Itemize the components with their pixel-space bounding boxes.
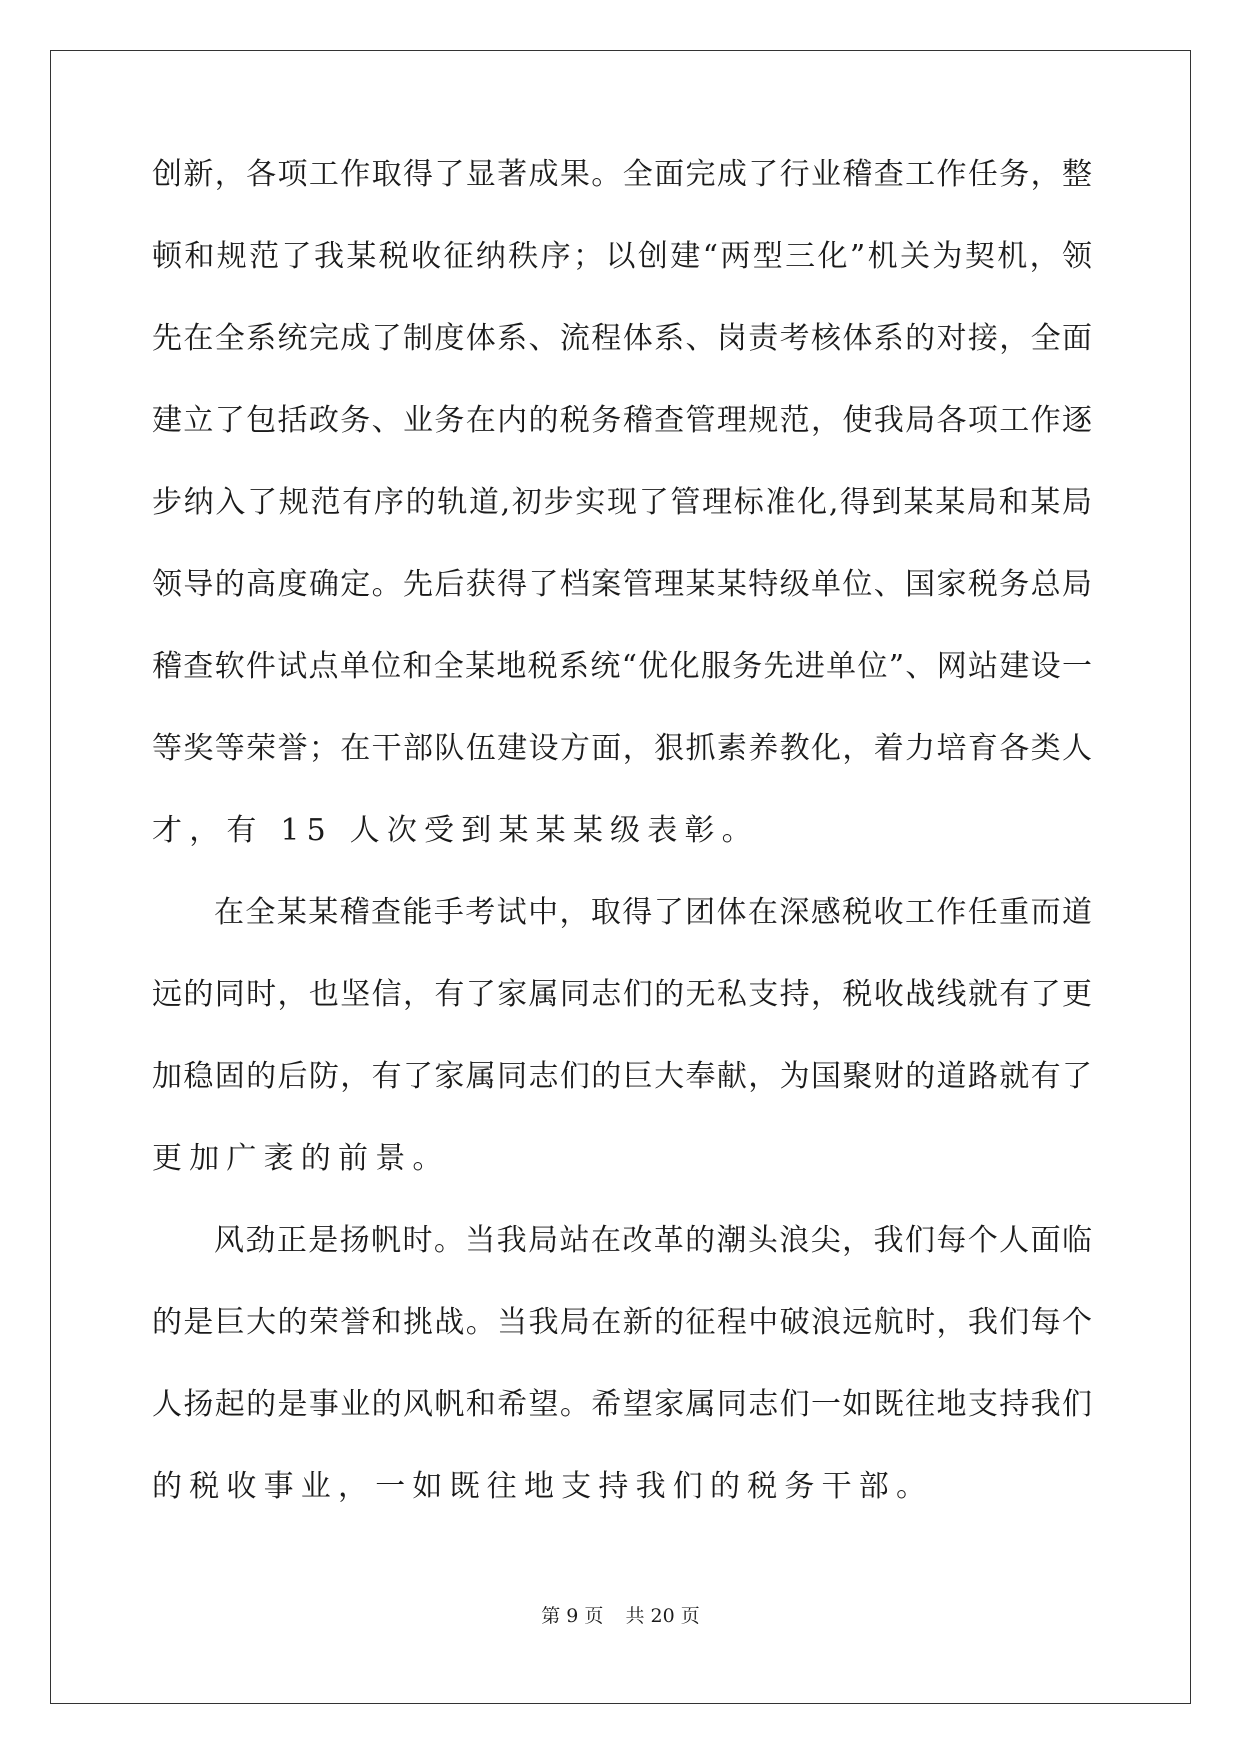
page-total: 共 20 页 <box>625 1605 700 1627</box>
text-line: 稽查软件试点单位和全某地税系统“优化服务先进单位”、网站建设一 <box>152 649 1092 684</box>
text-line: 在全某某稽查能手考试中，取得了团体在深感税收工作任重而道 <box>214 895 1092 930</box>
text-line: 顿和规范了我某税收征纳秩序；以创建“两型三化”机关为契机，领 <box>152 239 1092 274</box>
text-line: 等奖等荣誉；在干部队伍建设方面，狠抓素养教化，着力培育各类人 <box>152 731 1092 766</box>
document-body <box>152 157 1092 1554</box>
text-line: 加稳固的后防，有了家属同志们的巨大奉献，为国聚财的道路就有了 <box>152 1059 1092 1094</box>
page-number: 第 9 页 <box>541 1605 604 1627</box>
paragraph-2 <box>152 895 1092 1226</box>
text-line: 人扬起的是事业的风帆和希望。希望家属同志们一如既往地支持我们 <box>152 1387 1092 1422</box>
text-line: 才，有 15 人次受到某某某级表彰。 <box>152 813 759 848</box>
paragraph-1 <box>152 157 1092 898</box>
text-line: 更加广袤的前景。 <box>152 1141 450 1176</box>
text-line: 创新，各项工作取得了显著成果。全面完成了行业稽查工作任务，整 <box>152 157 1092 192</box>
text-line: 先在全系统完成了制度体系、流程体系、岗责考核体系的对接，全面 <box>152 321 1092 356</box>
paragraph-3 <box>152 1223 1092 1554</box>
text-line: 远的同时，也坚信，有了家属同志们的无私支持，税收战线就有了更 <box>152 977 1092 1012</box>
text-line: 建立了包括政务、业务在内的税务稽查管理规范，使我局各项工作逐 <box>152 403 1092 438</box>
text-line: 风劲正是扬帆时。当我局站在改革的潮头浪尖，我们每个人面临 <box>214 1223 1092 1258</box>
text-line: 领导的高度确定。先后获得了档案管理某某特级单位、国家税务总局 <box>152 567 1092 602</box>
page-footer <box>0 1604 1241 1628</box>
text-line: 的是巨大的荣誉和挑战。当我局在新的征程中破浪远航时，我们每个 <box>152 1305 1092 1340</box>
text-line: 步纳入了规范有序的轨道,初步实现了管理标准化,得到某某局和某局 <box>152 485 1092 520</box>
text-line: 的税收事业，一如既往地支持我们的税务干部。 <box>152 1469 934 1504</box>
